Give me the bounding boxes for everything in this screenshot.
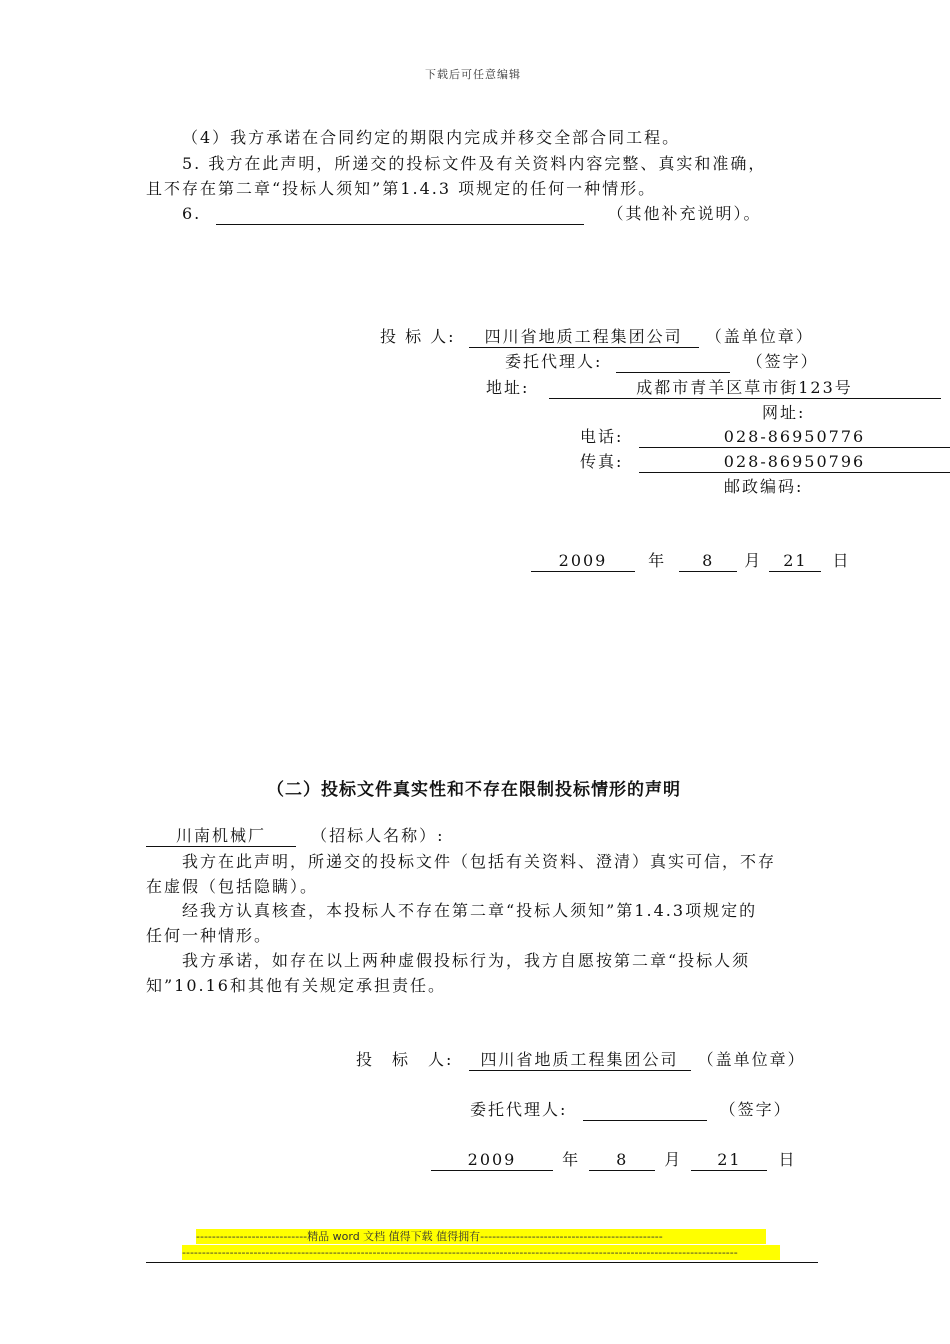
address-label: 地址: [486, 378, 530, 397]
date-month-2: 8 [589, 1150, 655, 1171]
date-month-unit-2: 月 [664, 1150, 683, 1169]
section-title: （二）投标文件真实性和不存在限制投标情形的声明 [267, 780, 681, 800]
clause-5-line1: 5. 我方在此声明，所递交的投标文件及有关资料内容完整、真实和准确， [182, 154, 767, 173]
footer-banner-line1: ----------------------------精品 word 文档 值得下载 值得拥有---------------------------------------------- [196, 1229, 766, 1244]
clause-5-line2: 且不存在第二章“投标人须知”第1.4.3 项规定的任何一种情形。 [146, 179, 657, 198]
declaration-3-line2: 知”10.16和其他有关规定承担责任。 [146, 976, 446, 995]
declaration-1-line2: 在虚假（包括隐瞒）。 [146, 877, 319, 896]
bidder-row-1 [380, 326, 814, 348]
clause-6 [182, 203, 761, 225]
agent-signature-label-2: （签字） [719, 1100, 792, 1119]
footer-banner-line2: -------------------------------------------------------------------------------------------------------------------------------------------- [182, 1245, 780, 1260]
declaration-2-line2: 任何一种情形。 [146, 926, 273, 945]
clause-4: （4）我方承诺在合同约定的期限内完成并移交全部合同工程。 [182, 128, 681, 147]
date-year-2: 2009 [431, 1150, 553, 1171]
date-year-unit-2: 年 [562, 1150, 581, 1169]
bidder-label-2: 投 标 人: [356, 1050, 454, 1069]
recipient-row [146, 825, 445, 847]
clause-6-blank[interactable] [216, 204, 584, 225]
address-row [486, 377, 941, 399]
agent-row-2 [470, 1099, 792, 1121]
page-header: 下载后可任意编辑 [425, 68, 521, 81]
date-row-2 [431, 1149, 797, 1171]
fax-row [580, 451, 950, 473]
declaration-2-line1: 经我方认真核查，本投标人不存在第二章“投标人须知”第1.4.3项规定的 [182, 901, 758, 920]
recipient-name: 川南机械厂 [146, 826, 296, 847]
agent-label-2: 委托代理人: [470, 1100, 568, 1119]
bidder-seal: （盖单位章） [705, 327, 814, 346]
date-day-unit-2: 日 [778, 1150, 797, 1169]
date-year: 2009 [531, 551, 635, 572]
date-day: 21 [769, 551, 821, 572]
agent-label: 委托代理人: [505, 352, 603, 371]
agent-signature-label: （签字） [746, 352, 819, 371]
clause-6-prefix: 6. [182, 204, 202, 223]
date-day-2: 21 [691, 1150, 767, 1171]
recipient-label: （招标人名称）: [311, 826, 445, 845]
bidder-name: 四川省地质工程集团公司 [469, 327, 699, 348]
fax-label: 传真: [580, 452, 624, 471]
date-row-1 [531, 550, 851, 572]
declaration-1-line1: 我方在此声明，所递交的投标文件（包括有关资料、澄清）真实可信，不存 [182, 852, 777, 871]
phone-row [580, 426, 950, 448]
address-value: 成都市青羊区草市街123号 [549, 378, 941, 399]
agent-signature-blank-2[interactable] [583, 1100, 707, 1121]
footer-rule [146, 1262, 818, 1263]
date-month: 8 [679, 551, 737, 572]
declaration-3-line1: 我方承诺，如存在以上两种虚假投标行为，我方自愿按第二章“投标人须 [182, 951, 751, 970]
bidder-seal-2: （盖单位章） [697, 1050, 806, 1069]
date-year-unit: 年 [648, 551, 667, 570]
clause-6-suffix: （其他补充说明）。 [607, 204, 762, 223]
fax-value: 028-86950796 [639, 452, 950, 473]
bidder-name-2: 四川省地质工程集团公司 [469, 1050, 691, 1071]
postcode-label: 邮政编码: [724, 477, 804, 496]
phone-label: 电话: [580, 427, 624, 446]
agent-row-1 [505, 351, 819, 373]
bidder-row-2 [356, 1049, 806, 1071]
phone-value: 028-86950776 [639, 427, 950, 448]
website-label: 网址: [762, 403, 806, 422]
date-month-unit: 月 [744, 551, 763, 570]
bidder-label: 投 标 人: [380, 327, 456, 346]
agent-signature-blank[interactable] [616, 352, 730, 373]
date-day-unit: 日 [832, 551, 851, 570]
